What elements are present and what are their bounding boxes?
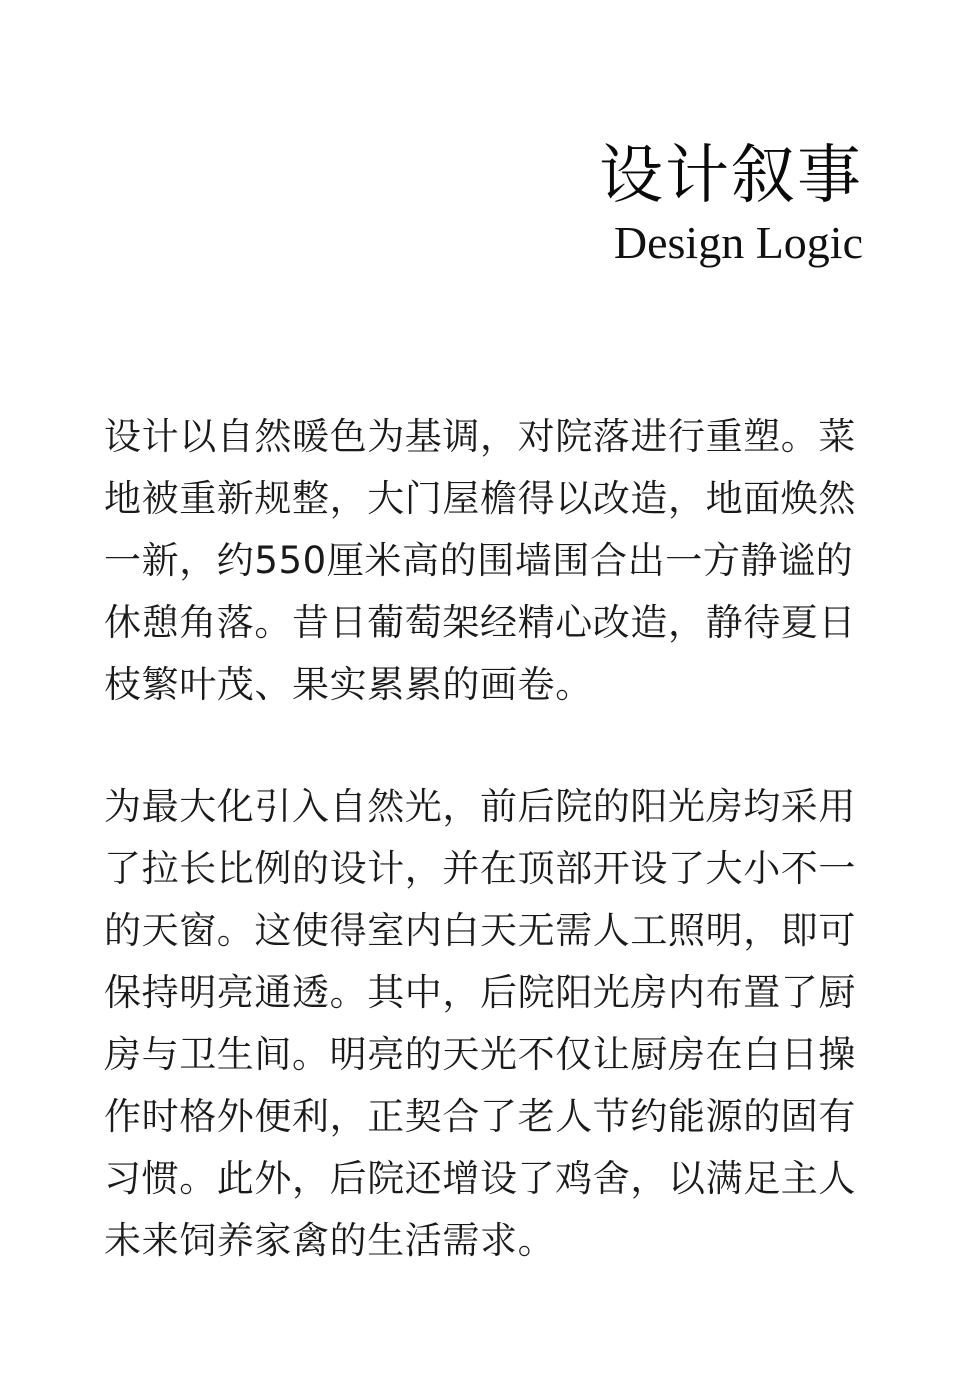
paragraph-line: 一新，约550厘米高的围墙围合出一方静谧的 [104, 539, 854, 582]
paragraph-line: 习惯。此外，后院还增设了鸡舍，以满足主人 [104, 1157, 856, 1200]
paragraph-1 [104, 406, 874, 716]
page-header [599, 138, 863, 270]
paragraph-2 [104, 776, 874, 1272]
paragraph-line: 为最大化引入自然光，前后院的阳光房均采用 [104, 785, 856, 828]
paragraph-line: 枝繁叶茂、果实累累的画卷。 [104, 663, 593, 706]
paragraph-line: 未来饲养家禽的生活需求。 [104, 1219, 556, 1262]
paragraph-line: 地被重新规整，大门屋檐得以改造，地面焕然 [104, 477, 856, 520]
page-subtitle: Design Logic [613, 217, 863, 268]
page-title: 设计叙事 [599, 139, 863, 213]
paragraph-line: 房与卫生间。明亮的天光不仅让厨房在白日操 [104, 1033, 856, 1076]
paragraph-line: 了拉长比例的设计，并在顶部开设了大小不一 [104, 847, 856, 890]
paragraph-line: 设计以自然暖色为基调，对院落进行重塑。菜 [104, 415, 856, 458]
paragraph-line: 作时格外便利，正契合了老人节约能源的固有 [104, 1095, 856, 1138]
paragraph-line: 保持明亮通透。其中，后院阳光房内布置了厨 [104, 971, 856, 1014]
paragraph-line: 的天窗。这使得室内白天无需人工照明，即可 [104, 909, 856, 952]
paragraph-line: 休憩角落。昔日葡萄架经精心改造，静待夏日 [104, 601, 856, 644]
